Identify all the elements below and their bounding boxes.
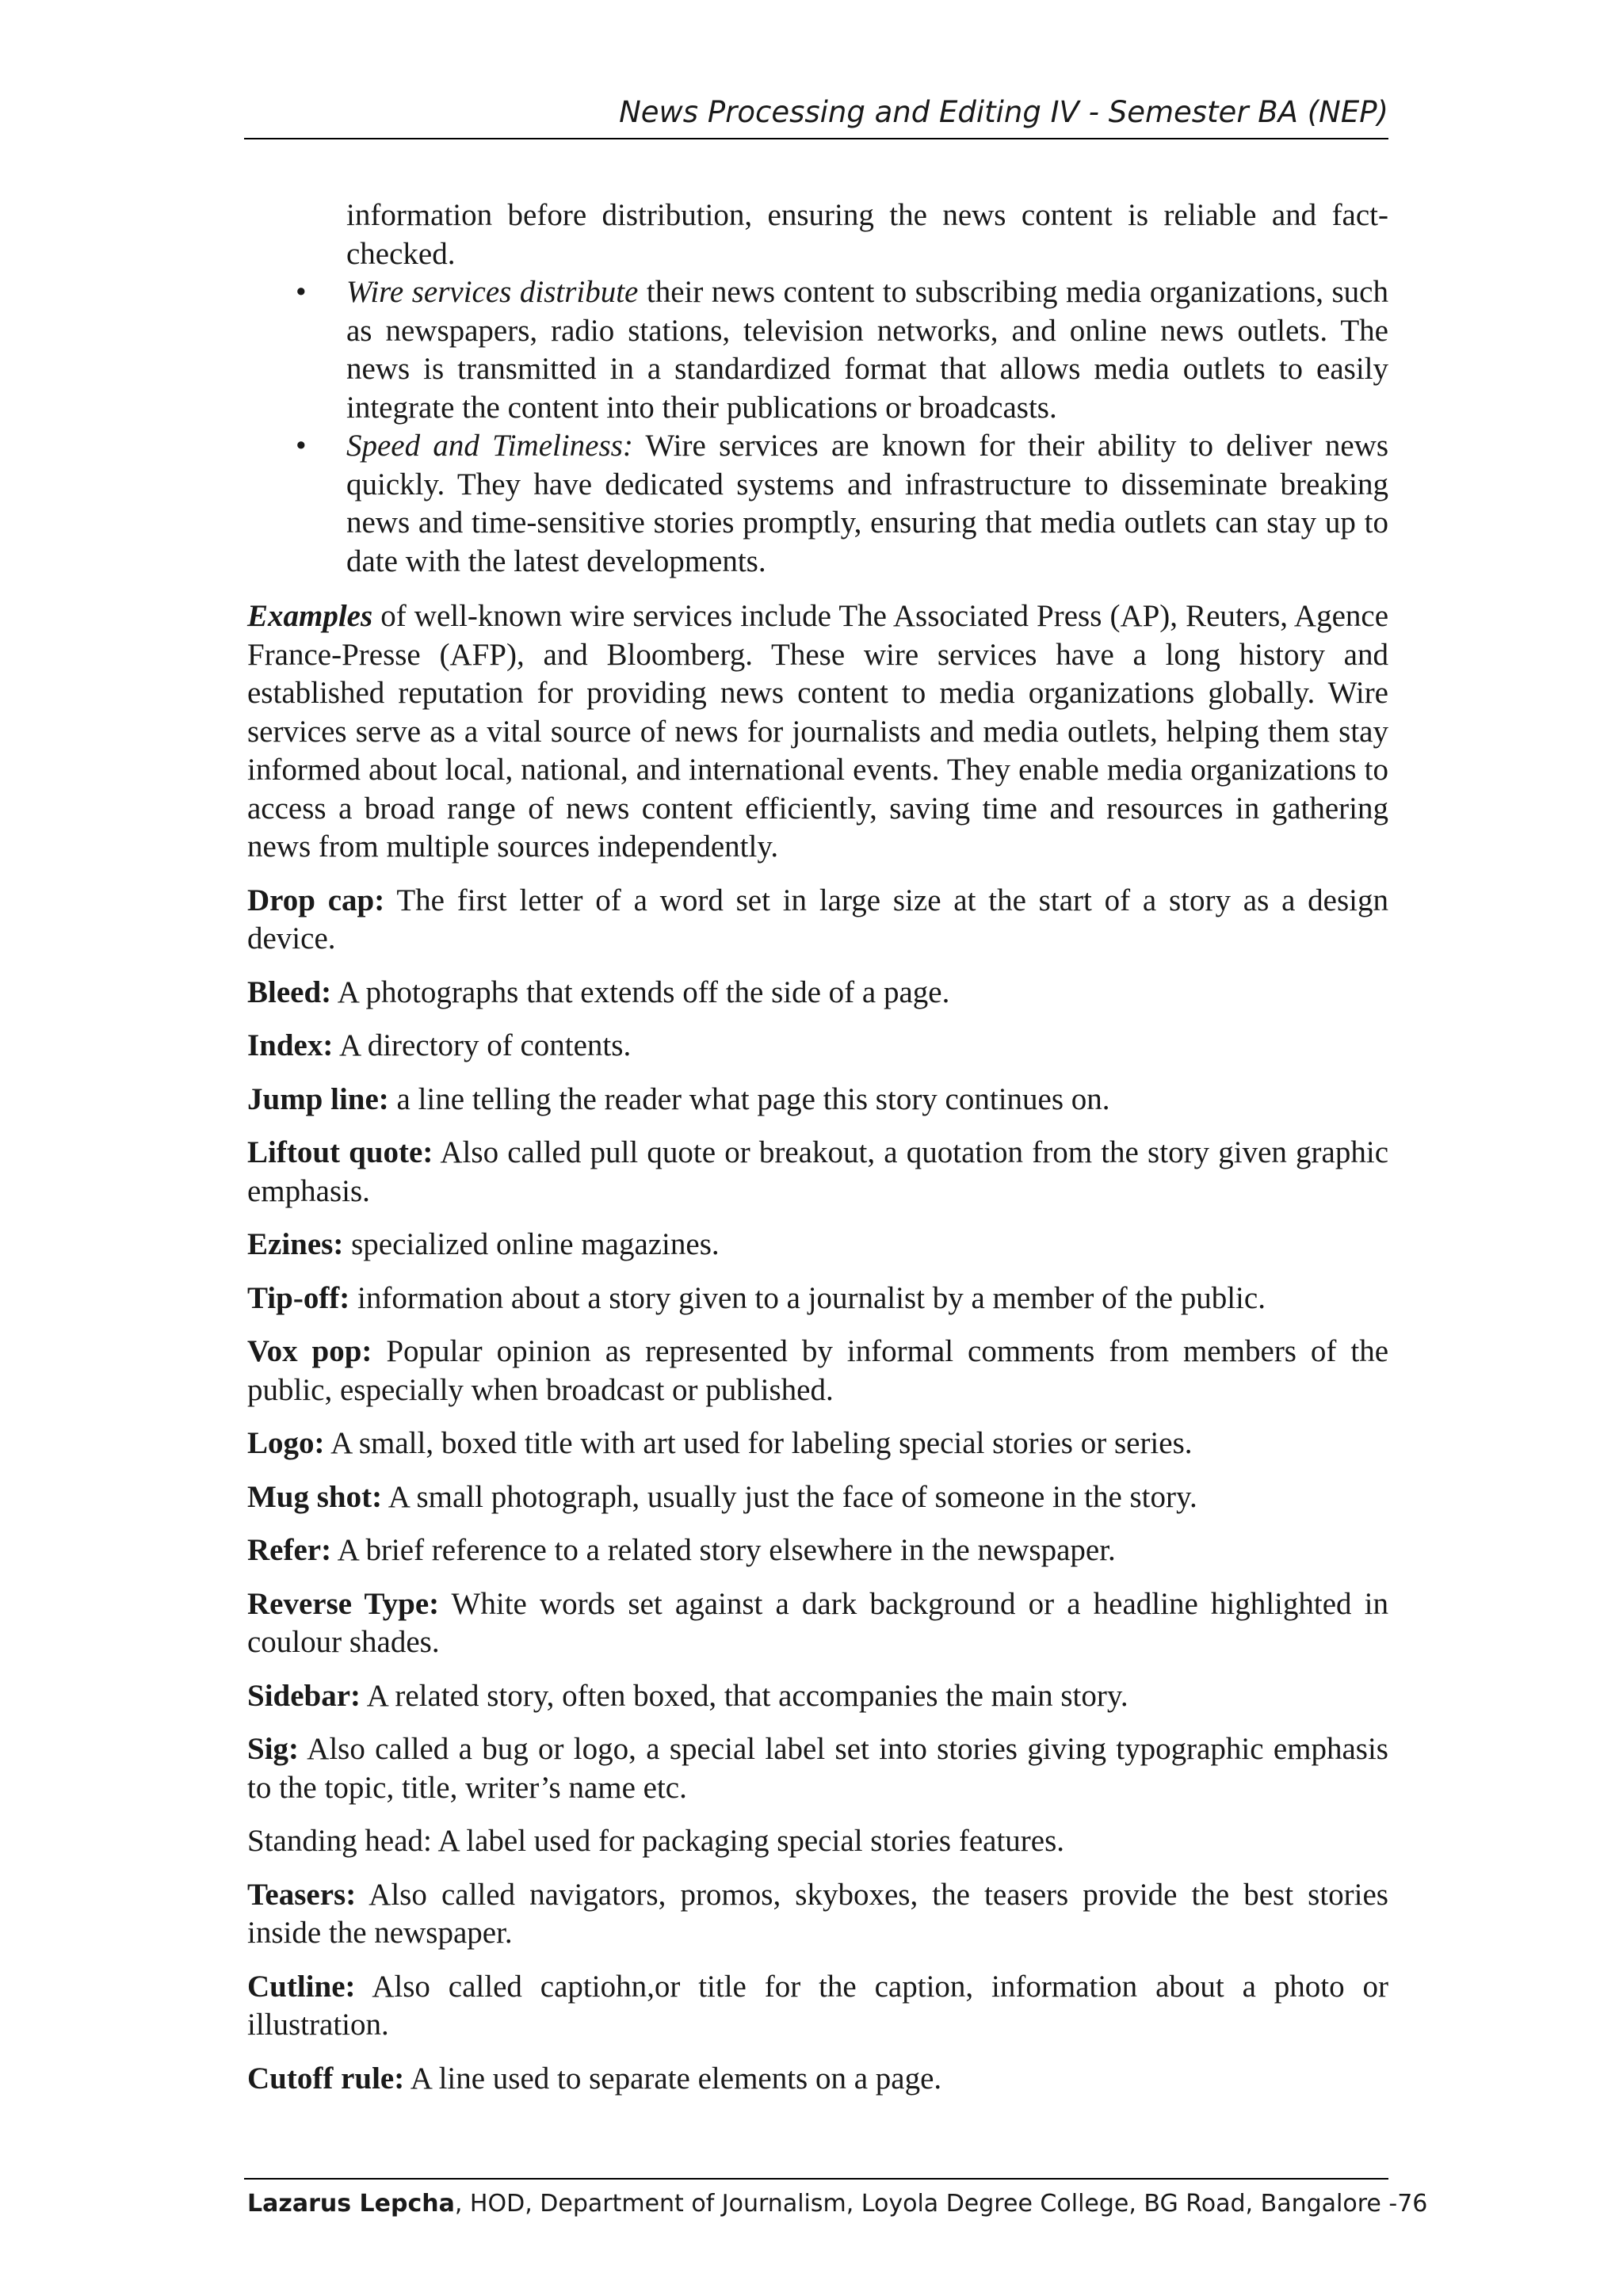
bullet-text: their news content to subscribing media organizations, such as newspapers, radio stations, television networks, and online news outlets. The news is transmitted in a standardized format that allows media outlets to easily integrate the content into their publications or broadcasts. bbox=[346, 275, 1388, 425]
definition-teasers bbox=[247, 1876, 1388, 1953]
examples-lead: Examples bbox=[247, 599, 373, 633]
definition-refer bbox=[247, 1531, 1388, 1570]
definition-term: Logo: bbox=[247, 1426, 325, 1460]
footer-author: Lazarus Lepcha bbox=[247, 2190, 455, 2218]
definition-term: Sig: bbox=[247, 1732, 300, 1766]
definition-drop-cap bbox=[247, 882, 1388, 959]
definition-sidebar bbox=[247, 1677, 1388, 1716]
definition-text: Also called navigators, promos, skyboxes, the teasers provide the best stories inside the newspaper. bbox=[247, 1877, 1388, 1950]
definition-text: information about a story given to a journalist by a member of the public. bbox=[349, 1280, 1266, 1315]
definition-standing-head bbox=[247, 1822, 1388, 1861]
bullet-lead: Speed and Timeliness: bbox=[346, 429, 633, 463]
definition-term: Liftout quote: bbox=[247, 1135, 433, 1169]
definition-text: a line telling the reader what page this story continues on. bbox=[388, 1081, 1110, 1116]
definition-text: Also called pull quote or breakout, a quotation from the story given graphic emphasis. bbox=[247, 1135, 1389, 1208]
definition-text: Also called a bug or logo, a special label set into stories giving typographic emphasis to the topic, title, writer’s name etc. bbox=[247, 1732, 1388, 1805]
footer-rule bbox=[244, 2178, 1388, 2180]
footer-affiliation: , HOD, Department of Journalism, Loyola Degree College, BG Road, Bangalore -76 bbox=[454, 2190, 1428, 2218]
wire-service-bullet-list bbox=[247, 273, 1388, 581]
definition-text: A brief reference to a related story elsewhere in the newspaper. bbox=[331, 1533, 1116, 1567]
definition-term: Teasers: bbox=[247, 1877, 357, 1912]
definition-cutline bbox=[247, 1968, 1388, 2045]
definition-term: Refer: bbox=[247, 1533, 332, 1567]
definition-mug-shot bbox=[247, 1478, 1388, 1517]
definition-vox-pop bbox=[247, 1333, 1388, 1409]
definition-term: Cutoff rule: bbox=[247, 2061, 405, 2096]
definition-term: Reverse Type: bbox=[247, 1586, 440, 1621]
definition-text: A line used to separate elements on a page. bbox=[404, 2061, 942, 2096]
definition-liftout-quote bbox=[247, 1134, 1388, 1211]
bullet-lead: Wire services distribute bbox=[346, 275, 639, 309]
definition-term: Bleed: bbox=[247, 974, 332, 1009]
definition-tip-off bbox=[247, 1280, 1388, 1318]
definition-cutoff-rule bbox=[247, 2060, 1388, 2099]
page-body bbox=[247, 196, 1388, 2098]
header-rule bbox=[244, 138, 1388, 139]
definition-logo bbox=[247, 1425, 1388, 1463]
definition-text: A small, boxed title with art used for labeling special stories or series. bbox=[324, 1426, 1193, 1460]
definition-term: Cutline: bbox=[247, 1969, 356, 2004]
definition-jump-line bbox=[247, 1081, 1388, 1119]
page-footer bbox=[247, 2188, 1428, 2220]
definition-term: Mug shot: bbox=[247, 1479, 383, 1514]
definition-term: Drop cap: bbox=[247, 883, 385, 917]
definition-term: Jump line: bbox=[247, 1081, 389, 1116]
page-header-title: News Processing and Editing IV - Semester BA (NEP) bbox=[619, 95, 1388, 129]
definition-term: Ezines: bbox=[247, 1227, 344, 1261]
definition-ezines bbox=[247, 1226, 1388, 1264]
definition-text: Standing head: A label used for packaging special stories features. bbox=[247, 1824, 1065, 1858]
definition-text: A directory of contents. bbox=[333, 1028, 632, 1062]
definition-reverse-type bbox=[247, 1585, 1388, 1662]
definition-bleed bbox=[247, 974, 1388, 1013]
definition-text: A small photograph, usually just the face of someone in the story. bbox=[382, 1479, 1197, 1514]
definition-sig bbox=[247, 1730, 1388, 1807]
definition-term: Index: bbox=[247, 1028, 334, 1062]
bullet-item bbox=[247, 273, 1388, 427]
examples-text: of well-known wire services include The Associated Press (AP), Reuters, Agence France-Presse (AFP), and Bloomberg. These wire services have a long history and established reputation for providing news content to media organizations globally. Wire services serve as a vital source of news for journalists and media outlets, helping them stay informed about local, national, and international events. They enable media organizations to access a broad range of news content efficiently, saving time and resources in gathering news from multiple sources independently. bbox=[247, 599, 1388, 864]
definition-text: The first letter of a word set in large size at the start of a story as a design device. bbox=[247, 883, 1388, 955]
definition-index bbox=[247, 1027, 1388, 1066]
definition-text: Also called captiohn,or title for the caption, information about a photo or illustration. bbox=[247, 1969, 1388, 2042]
bullet-item bbox=[247, 427, 1388, 581]
definition-term: Tip-off: bbox=[247, 1280, 350, 1315]
definition-text: Popular opinion as represented by informal comments from members of the public, especially when broadcast or published. bbox=[247, 1334, 1389, 1407]
bullet-text: Wire services are known for their ability to deliver news quickly. They have dedicated systems and infrastructure to disseminate breaking news and time-sensitive stories promptly, ensuring that media outlets can stay up to date with the latest developments. bbox=[346, 429, 1388, 578]
definition-text: White words set against a dark background or a headline highlighted in coulour shades. bbox=[247, 1586, 1389, 1659]
definition-term: Sidebar: bbox=[247, 1678, 361, 1713]
definition-text: A photographs that extends off the side of a page. bbox=[331, 974, 950, 1009]
intro-continuation: information before distribution, ensuring the news content is reliable and fact-checked. bbox=[346, 198, 1388, 271]
examples-paragraph bbox=[247, 597, 1388, 867]
definition-term: Vox pop: bbox=[247, 1334, 372, 1368]
definition-text: specialized online magazines. bbox=[343, 1227, 720, 1261]
definition-text: A related story, often boxed, that accompanies the main story. bbox=[361, 1678, 1128, 1713]
